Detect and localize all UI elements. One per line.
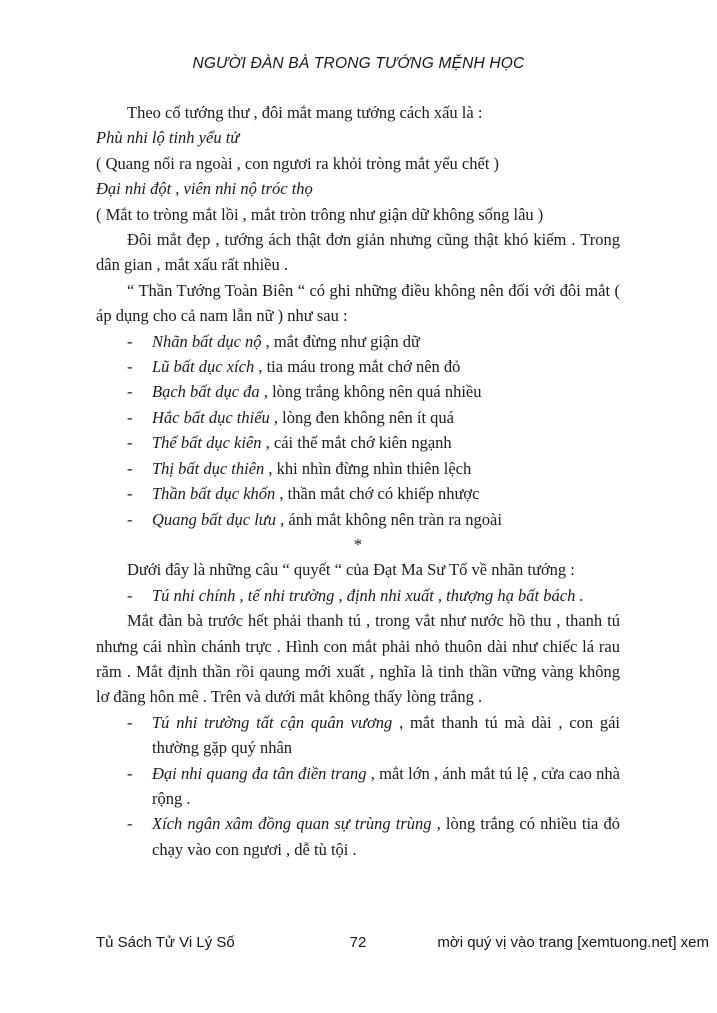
intro-line: Theo cổ tướng thư , đôi mắt mang tướng cách xấu là : [127,103,483,122]
rule-term: Quang bất dục lưu [152,509,277,529]
rule-item [96,329,620,354]
rule-text [152,430,620,455]
bullet-dash: - [127,585,133,605]
rule-desc: , mắt lớn , ánh mắt tú lệ , cửa cao nhà rộng . [152,763,620,808]
rule-term: Xích ngân xâm đồng quan sự trùng trùng [152,814,432,834]
rule-text [152,405,620,430]
rule-text [152,761,620,812]
footer-page-number: 72 [349,934,367,951]
quyet-intro-line: Dưới đây là những câu “ quyết “ của Đạt Ma Sư Tổ về nhãn tướng : [127,560,575,580]
rule-term: Lũ bất dục xích [152,357,255,377]
rule-item [96,583,620,608]
rule-text [152,811,620,862]
page-title: NGƯỜI ĐÀN BÀ TRONG TƯỚNG MỆNH HỌC [192,55,525,72]
rule-text [152,710,620,761]
rule-term: Đại nhi quang đa tân điền trang [152,763,367,783]
rule-desc: , ánh mắt không nên tràn ra ngoài [276,509,502,529]
gloss-line: ( Quang nổi ra ngoài , con ngươi ra khỏi tròng mắt yểu chết ) [96,153,500,173]
rule-term: Thần bất dục khốn [152,484,276,504]
page-body [96,100,620,862]
bullet-dash: - [127,331,133,351]
rule-term: Tú nhi chính , tế nhi trường , định nhi xuất , thượng hạ bất bách . [152,585,584,605]
section-separator: * [353,534,363,554]
bullet-dash: - [127,382,133,402]
rule-term: Thế bất dục kiên [152,433,262,453]
rule-desc: , cái thế mắt chớ kiên ngạnh [261,433,452,453]
rule-desc: , khi nhìn đừng nhìn thiên lệch [264,458,472,478]
bullet-dash: - [127,433,133,453]
rule-text [152,456,620,481]
bullet-dash: - [127,712,133,732]
bullet-dash: - [127,357,133,377]
bullet-dash: - [127,509,133,529]
rule-desc: , mắt đừng như giận dữ [261,331,420,351]
rule-text [152,481,620,506]
rule-text [152,379,620,404]
rule-desc: , lòng đen không nên ít quá [269,407,454,427]
rule-term: Tú nhi trường tất cận quân vương [152,712,393,732]
bullet-dash: - [127,814,133,834]
rule-desc: , lòng trắng không nên quá nhiều [259,382,482,402]
rule-item [96,405,620,430]
rule-item [96,811,620,862]
rule-term: Hắc bất dục thiểu [152,407,270,427]
rule-item [96,507,620,532]
footer-series-title: Tủ Sách Tử Vi Lý Số [96,934,235,951]
rule-text [152,583,620,608]
rule-text [152,329,620,354]
rule-term: Nhãn bất dục nộ [152,331,262,351]
rule-desc: , thần mắt chớ có khiếp nhược [275,484,480,504]
rule-item [96,761,620,812]
bullet-dash: - [127,763,133,783]
rule-item [96,379,620,404]
rule-item [96,354,620,379]
verse-line: Đại nhi đột , viên nhi nộ tróc thọ [96,179,313,199]
paragraph: “ Thần Tướng Toàn Biên “ có ghi những điều không nên đối với đôi mắt ( áp dụng cho cả nam lẫn nữ ) như sau : [96,280,620,326]
rule-term: Thị bất dục thiên [152,458,265,478]
rule-text [152,507,620,532]
bullet-dash: - [127,484,133,504]
bullet-dash: - [127,458,133,478]
paragraph: Đôi mắt đẹp , tướng ách thật đơn giản nhưng cũng thật khó kiếm . Trong dân gian , mắt xấu rất nhiều . [96,230,620,275]
rule-text [152,354,620,379]
rule-item [96,456,620,481]
footer-site-note: mời quý vị vào trang [xemtuong.net] xem [437,934,709,951]
rule-item [96,481,620,506]
gloss-line: ( Mắt to tròng mắt lồi , mắt tròn trông như giận dữ không sống lâu ) [96,204,544,224]
verse-line: Phù nhi lộ tinh yểu tử [96,128,240,148]
paragraph: Mắt đàn bà trước hết phải thanh tú , trong vắt như nước hồ thu , thanh tú nhưng cái nhìn chánh trực . Hình con mắt phải nhỏ thuôn dài như chiếc lá rau răm . Mắt định thần rồi qaung mới xuất , nghĩa là tinh thần vững vàng không lơ đãng hôn mê . Trên và dưới mắt không thấy lòng trắng . [96,611,620,707]
rule-desc: , lòng trắng có nhiều tia đỏ chạy vào con ngươi , dễ tù tội . [152,814,620,859]
rule-item [96,430,620,455]
rule-desc: , mắt thanh tú mà dài , con gái thường gặp quý nhân [152,712,621,758]
rule-desc: , tia máu trong mắt chớ nên đỏ [254,357,461,377]
bullet-dash: - [127,407,133,427]
rule-term: Bạch bất dục đa [152,382,260,402]
rule-item [96,710,620,761]
